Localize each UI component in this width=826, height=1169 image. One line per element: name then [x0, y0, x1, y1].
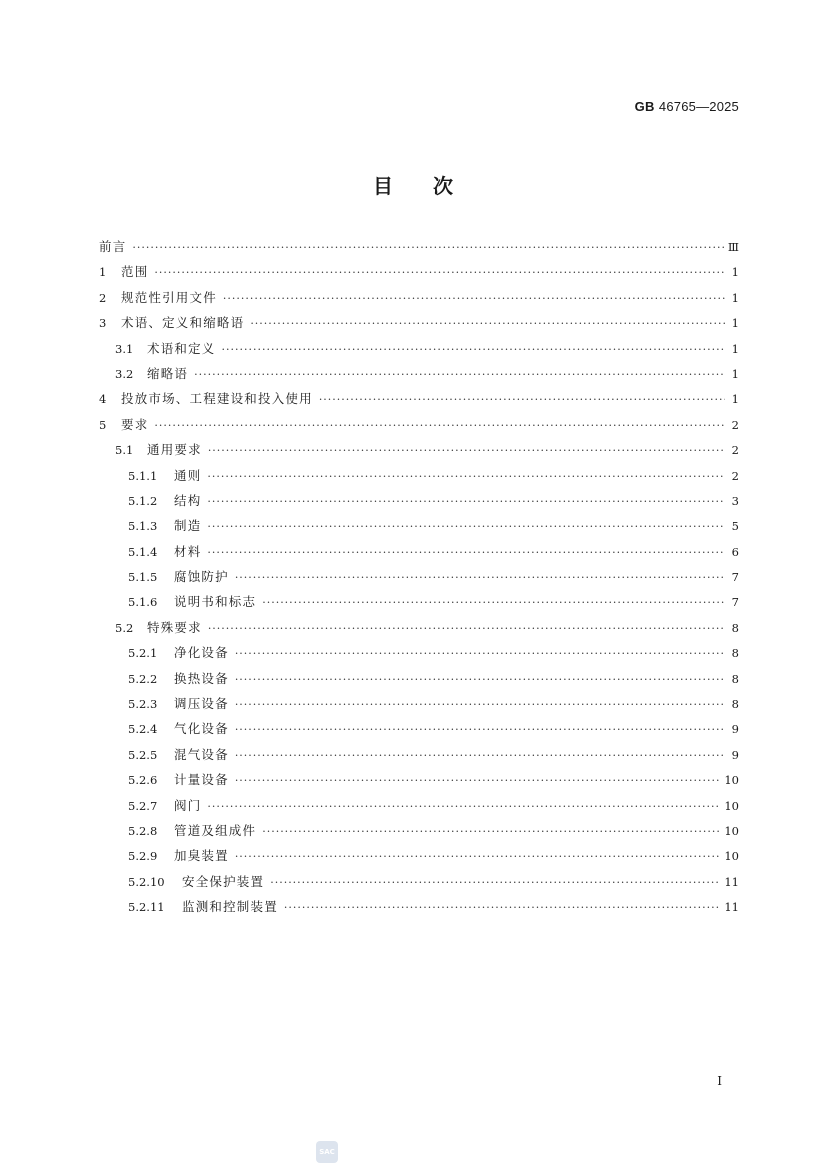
toc-entry-page: 1 [731, 265, 739, 280]
toc-entry[interactable] [99, 843, 739, 868]
toc-entry-page: 11 [724, 900, 739, 915]
toc-leader-dots [207, 794, 720, 819]
toc-entry-number: 5.1 [115, 443, 134, 458]
toc-entry-label: 特殊要求 [147, 619, 202, 635]
toc-entry[interactable] [99, 336, 739, 361]
toc-entry-label: 前言 [99, 239, 127, 254]
toc-entry-label: 规范性引用文件 [121, 289, 217, 305]
toc-entry-number: 1 [99, 265, 107, 280]
toc-entry-label: 计量设备 [174, 772, 229, 788]
toc-entry-page: 5 [731, 519, 739, 534]
toc-leader-dots [207, 540, 725, 565]
toc-entry-label: 管道及组成件 [174, 822, 257, 838]
toc-entry-page: 9 [731, 722, 739, 737]
toc-entry-page: 1 [731, 341, 739, 356]
standard-code: 46765—2025 [658, 99, 739, 114]
toc-entry-page: 1 [731, 392, 739, 407]
toc-entry-page: 1 [731, 316, 739, 331]
toc-entry-number: 5.2.6 [128, 773, 158, 788]
toc-entry[interactable] [99, 767, 739, 792]
toc-entry-number: 5.2.7 [128, 798, 158, 813]
toc-entry-number: 2 [99, 290, 107, 305]
toc-leader-dots [132, 235, 724, 260]
toc-entry-number: 5.2.5 [128, 747, 158, 762]
toc-entry[interactable] [99, 234, 739, 259]
toc-entry-label: 安全保护装置 [182, 873, 265, 889]
toc-entry-label: 监测和控制装置 [182, 899, 278, 915]
toc-entry-label: 说明书和标志 [174, 594, 257, 610]
toc-entry-number: 4 [99, 392, 107, 407]
toc-entry[interactable] [99, 285, 739, 310]
toc-entry-label: 换热设备 [174, 670, 229, 686]
toc-entry[interactable] [99, 793, 739, 818]
toc-leader-dots [208, 616, 725, 641]
toc-leader-dots [319, 387, 725, 412]
toc-entry-label: 制造 [174, 518, 202, 534]
toc-entry-number: 5.1.6 [128, 595, 158, 610]
toc-entry-number: 5.2.1 [128, 646, 158, 661]
toc-entry-page: Ⅲ [727, 240, 739, 254]
toc-leader-dots [235, 844, 721, 869]
toc-entry-number: 5.1.4 [128, 544, 158, 559]
toc-leader-dots [207, 489, 725, 514]
toc-entry[interactable] [99, 564, 739, 589]
toc-leader-dots [262, 590, 725, 615]
toc-entry-number: 5.2 [115, 620, 134, 635]
toc-leader-dots [235, 641, 725, 666]
toc-entry-page: 11 [724, 874, 739, 889]
toc-entry[interactable] [99, 691, 739, 716]
toc-leader-dots [284, 895, 720, 920]
toc-entry[interactable] [99, 488, 739, 513]
toc-entry-page: 9 [731, 747, 739, 762]
toc-entry-page: 8 [731, 697, 739, 712]
toc-entry-label: 净化设备 [174, 645, 229, 661]
toc-entry-page: 2 [731, 468, 739, 483]
toc-entry[interactable] [99, 589, 739, 614]
toc-entry-label: 加臭装置 [174, 848, 229, 864]
standard-prefix: GB [634, 99, 655, 114]
sac-logo-watermark: SAC [316, 1141, 338, 1163]
toc-entry-page: 7 [731, 570, 739, 585]
toc-entry-label: 通用要求 [147, 442, 202, 458]
toc-entry[interactable] [99, 640, 739, 665]
toc-entry-number: 5.1.3 [128, 519, 158, 534]
toc-entry[interactable] [99, 869, 739, 894]
toc-entry-number: 5.1.2 [128, 493, 158, 508]
toc-entry-number: 5.2.2 [128, 671, 158, 686]
toc-entry-page: 10 [724, 798, 739, 813]
toc-leader-dots [222, 337, 725, 362]
toc-leader-dots [208, 438, 725, 463]
toc-entry-label: 投放市场、工程建设和投入使用 [121, 391, 313, 407]
toc-entry-number: 5.2.9 [128, 849, 158, 864]
toc-leader-dots [235, 743, 725, 768]
toc-entry-label: 气化设备 [174, 721, 229, 737]
toc-entry-page: 8 [731, 646, 739, 661]
toc-entry-label: 腐蚀防护 [174, 569, 229, 585]
toc-entry[interactable] [99, 894, 739, 919]
toc-entry-number: 5.1.1 [128, 468, 158, 483]
toc-entry-number: 5.2.8 [128, 823, 158, 838]
toc-entry-page: 7 [731, 595, 739, 610]
toc-leader-dots [250, 311, 725, 336]
toc-entry-number: 3.2 [115, 366, 134, 381]
toc-entry-page: 8 [731, 620, 739, 635]
toc-entry-page: 10 [724, 849, 739, 864]
toc-entry-page: 6 [731, 544, 739, 559]
toc-entry-label: 术语和定义 [147, 340, 216, 356]
toc-entry-label: 阀门 [174, 797, 202, 813]
toc-entry[interactable] [99, 818, 739, 843]
toc-entry-label: 混气设备 [174, 746, 229, 762]
toc-leader-dots [154, 260, 725, 285]
toc-entry[interactable] [99, 361, 739, 386]
toc-entry[interactable] [99, 437, 739, 462]
toc-leader-dots [235, 692, 725, 717]
toc-entry-number: 5.2.3 [128, 697, 158, 712]
toc-entry-page: 2 [731, 443, 739, 458]
toc-entry-label: 术语、定义和缩略语 [121, 315, 245, 331]
toc-leader-dots [270, 870, 720, 895]
toc-entry[interactable] [99, 539, 739, 564]
toc-leader-dots [235, 717, 725, 742]
toc-entry-number: 5.2.4 [128, 722, 158, 737]
toc-entry-label: 结构 [174, 492, 202, 508]
toc-entry[interactable] [99, 386, 739, 411]
table-of-contents [99, 234, 739, 920]
page-number: I [717, 1074, 722, 1088]
toc-entry-number: 5.2.10 [128, 874, 165, 889]
toc-entry[interactable] [99, 513, 739, 538]
toc-leader-dots [235, 768, 721, 793]
toc-entry-page: 1 [731, 366, 739, 381]
toc-entry-page: 10 [724, 823, 739, 838]
toc-entry-number: 5 [99, 417, 107, 432]
toc-entry-page: 8 [731, 671, 739, 686]
toc-entry-page: 1 [731, 290, 739, 305]
toc-entry-label: 缩略语 [147, 365, 189, 381]
toc-entry-label: 范围 [121, 264, 149, 280]
toc-entry-number: 3 [99, 316, 107, 331]
toc-entry-label: 调压设备 [174, 696, 229, 712]
toc-entry-label: 材料 [174, 543, 202, 559]
toc-entry[interactable] [99, 666, 739, 691]
toc-entry-page: 3 [731, 493, 739, 508]
toc-entry[interactable] [99, 412, 739, 437]
toc-entry-label: 通则 [174, 467, 202, 483]
toc-entry-number: 5.1.5 [128, 570, 158, 585]
toc-entry[interactable] [99, 463, 739, 488]
toc-leader-dots [154, 413, 725, 438]
toc-leader-dots [223, 286, 725, 311]
toc-leader-dots [235, 565, 725, 590]
toc-entry[interactable] [99, 615, 739, 640]
toc-entry-page: 10 [724, 773, 739, 788]
toc-entry-label: 要求 [121, 416, 149, 432]
standard-number [635, 99, 739, 115]
toc-leader-dots [207, 514, 725, 539]
toc-leader-dots [235, 667, 725, 692]
toc-entry[interactable] [99, 259, 739, 284]
page-title: 目次 [373, 174, 493, 198]
toc-entry-number: 5.2.11 [128, 900, 165, 915]
toc-entry-number: 3.1 [115, 341, 134, 356]
toc-entry-page: 2 [731, 417, 739, 432]
toc-entry[interactable] [99, 310, 739, 335]
toc-leader-dots [207, 464, 725, 489]
toc-leader-dots [262, 819, 720, 844]
toc-entry[interactable] [99, 716, 739, 741]
toc-leader-dots [194, 362, 725, 387]
toc-entry[interactable] [99, 742, 739, 767]
